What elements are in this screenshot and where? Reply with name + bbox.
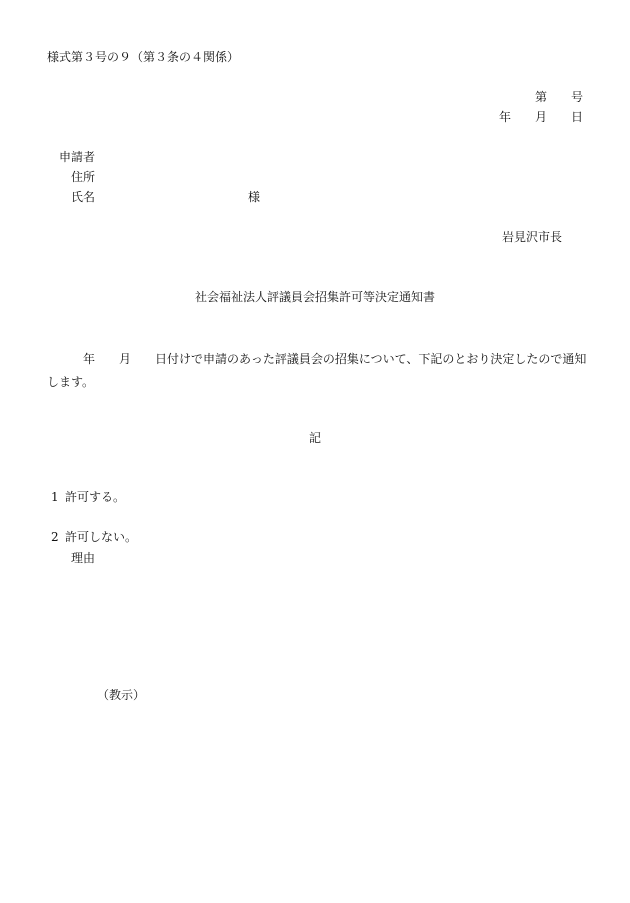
document-title: 社会福祉法人評議員会招集許可等決定通知書 — [194, 290, 435, 304]
form-number: 様式第３号の９（第３条の４関係） — [47, 50, 240, 64]
item-text: 許可する。 — [65, 490, 126, 504]
instruction-label: （教示） — [97, 688, 146, 702]
item-number: 2 — [51, 530, 59, 544]
reason-label: 理由 — [71, 551, 96, 565]
item-text: 許可しない。 — [65, 530, 138, 544]
document-number-line: 第 号 — [534, 90, 583, 104]
ki-heading: 記 — [308, 431, 321, 445]
address-label: 住所 — [71, 170, 96, 184]
item-number: 1 — [51, 490, 59, 504]
honorific: 様 — [248, 190, 261, 204]
applicant-heading: 申請者 — [59, 150, 96, 164]
name-label: 氏名 — [71, 190, 96, 204]
issuer: 岩見沢市長 — [501, 230, 562, 244]
body-text: 年 月 日付けで申請のあった評議員会の招集について、下記のとおり決定したので通知します。 — [47, 352, 587, 389]
date-line: 年 月 日 — [498, 110, 583, 124]
